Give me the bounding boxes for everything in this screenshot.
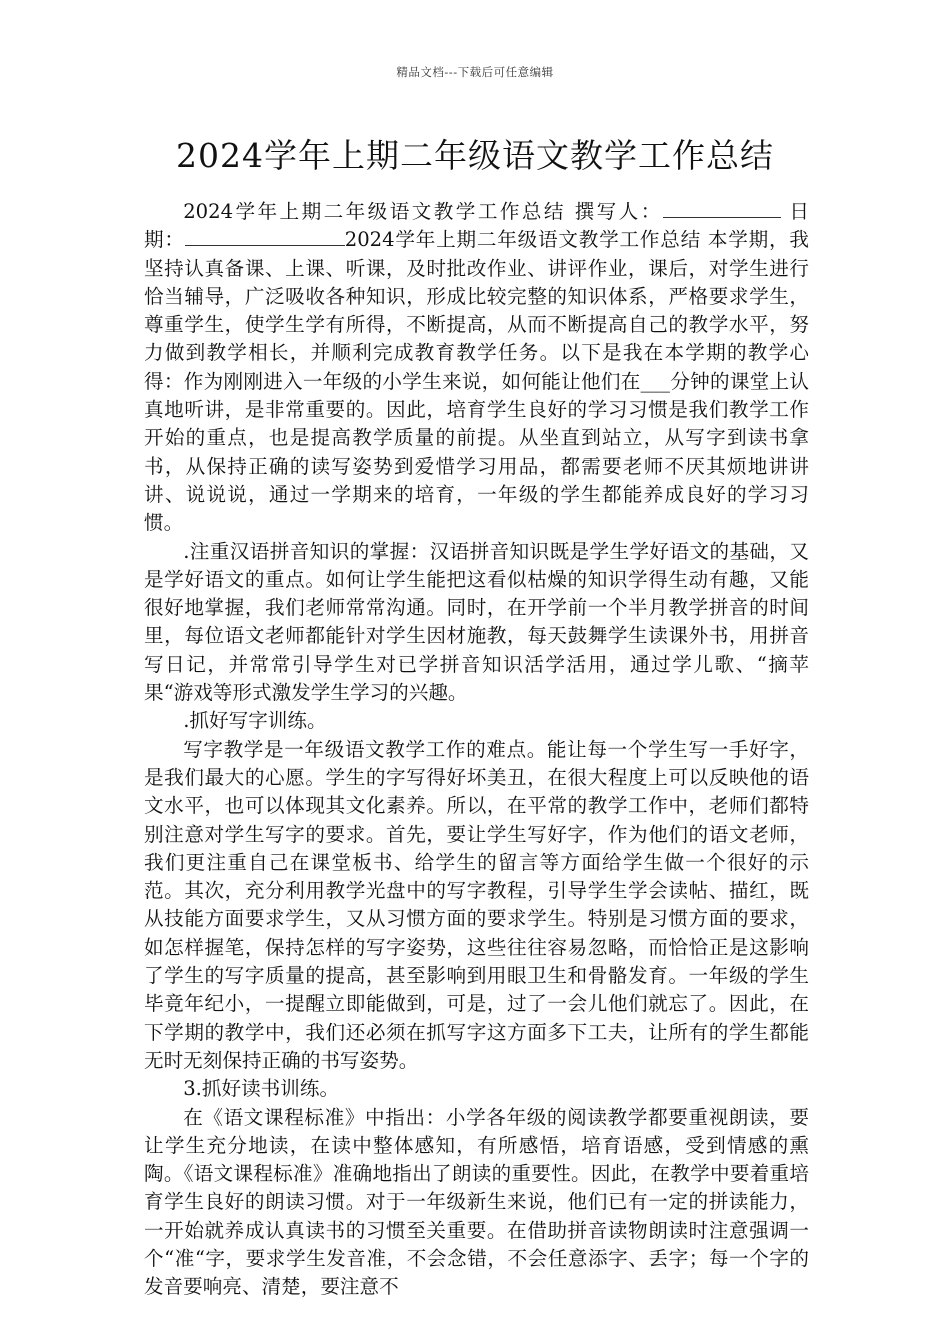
document-title: 2024学年上期二年级语文教学工作总结 — [176, 136, 774, 175]
intro-text-a: 2024学年上期二年级语文教学工作总结 撰写人： — [183, 200, 663, 223]
intro-paragraph — [144, 198, 829, 538]
author-blank-continued — [761, 217, 781, 218]
header-note: 精品文档---下载后可任意编辑 — [396, 65, 554, 79]
paragraph-reading: 在《语文课程标准》中指出：小学各年级的阅读教学都要重视朗读，要让学生充分地读，在读中整体感知，有所感悟，培育语感，受到情感的熏陶。《语文课程标准》准确地指出了朗读的重要性。因此，在教学中要着重培育学生良好的朗读习惯。对于一年级新生来说，他们已有一定的拼读能力，一开始就养成认真读书的习惯至关重要。在借助拼音读物朗读时注意强调一个“准“字，要求学生发音准，不会念错，不会任意添字、丢字；每一个字的发音要响亮、清楚，要注意不 — [144, 1105, 809, 1299]
intro-text-b: 日 期： — [144, 200, 829, 252]
paragraph-writing: 写字教学是一年级语文教学工作的难点。能让每一个学生写一手好字，是我们最大的心愿。学生的字写得好坏美丑，在很大程度上可以反映他的语文水平，也可以体现其文化素养。所以，在平常的教学工作中，老师们都特别注意对学生写字的要求。首先，要让学生写好字，作为他们的语文老师，我们更注重自己在课堂板书、给学生的留言等方面给学生做一个很好的示范。其次，充分利用教学光盘中的写字教程，引导学生学会读帖、描红，既从技能方面要求学生，又从习惯方面的要求学生。特别是习惯方面的要求，如怎样握笔，保持怎样的写字姿势，这些往往容易忽略，而恰恰正是这影响了学生的写字质量的提高，甚至影响到用眼卫生和骨骼发育。一年级的学生毕竟年纪小，一提醒立即能做到，可是，过了一会儿他们就忘了。因此，在下学期的教学中，我们还必须在抓写字这方面多下工夫，让所有的学生都能无时无刻保持正确的书写姿势。 — [144, 737, 809, 1072]
date-blank — [185, 245, 345, 246]
intro-text-c: 2024学年上期二年级语文教学工作总结 本学期，我坚持认真备课、上课、听课，及时批改作业、讲评作业，课后，对学生进行恰当辅导，广泛吸收各种知识，形成比较完整的知识体系，严格要求学生，尊重学生，使学生学有所得，不断提高，从而不断提高自己的教学水平，努力做到教学相长，并顺利完成教育教学任务。以下是我在本学期的教学心得：作为刚刚进入一年级的小学生来说，如何能让他们在___分钟的课堂上认真地听讲，是非常重要的。因此，培育学生良好的学习习惯是我们教学工作开始的重点，也是提高教学质量的前提。从坐直到站立，从写字到读书拿书，从保持正确的读写姿势到爱惜学习用品，都需要老师不厌其烦地讲讲讲、说说说，通过一学期来的培育，一年级的学生都能养成良好的学习习惯。 — [144, 228, 810, 535]
paragraph-pinyin: .注重汉语拼音知识的掌握：汉语拼音知识既是学生学好语文的基础，又是学好语文的重点。如何让学生能把这看似枯燥的知识学得生动有趣，又能很好地掌握，我们老师常常沟通。同时，在开学前一个半月教学拼音的时间里，每位语文老师都能针对学生因材施教，每天鼓舞学生读课外书，用拼音写日记，并常常引导学生对已学拼音知识活学活用，通过学儿歌、“摘苹果“游戏等形式激发学生学习的兴趣。 — [144, 539, 809, 705]
paragraph-writing-heading: .抓好写字训练。 — [183, 709, 327, 733]
paragraph-reading-heading: 3.抓好读书训练。 — [183, 1077, 340, 1101]
document-body — [144, 198, 829, 1302]
author-blank — [663, 217, 761, 218]
